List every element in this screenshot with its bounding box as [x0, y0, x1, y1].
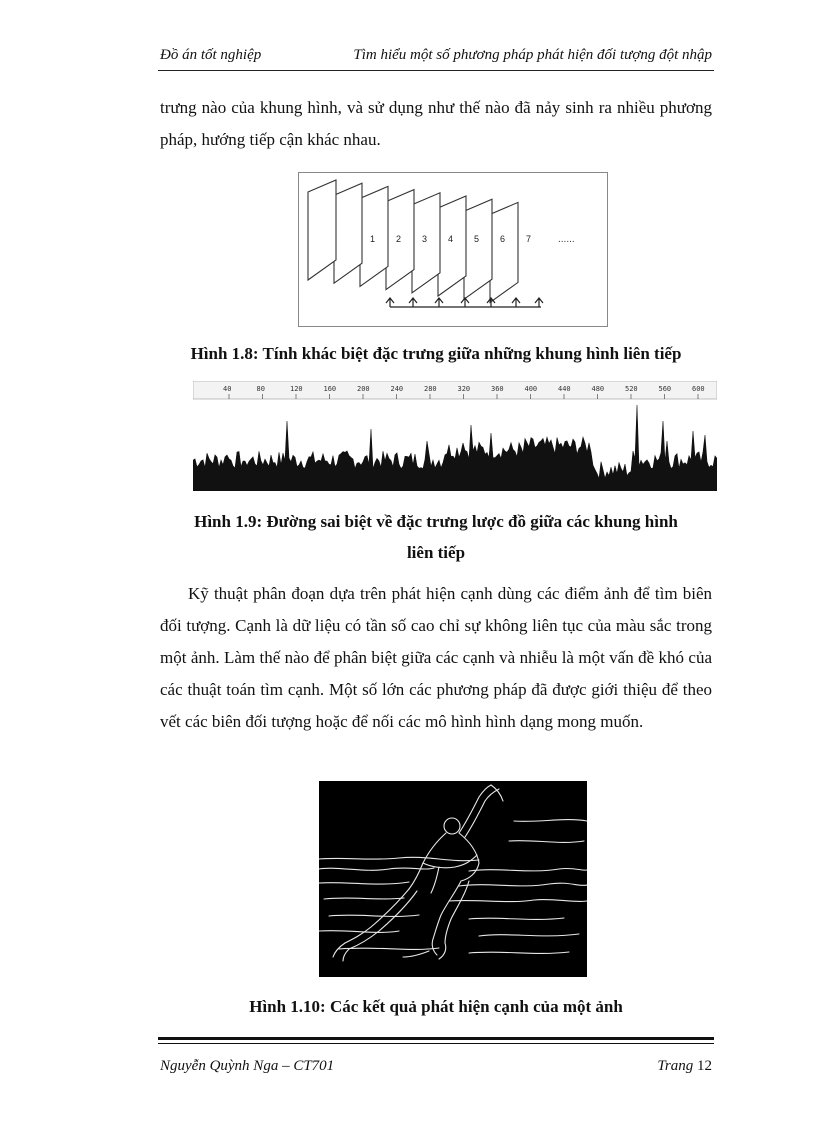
footer-author: Nguyễn Quỳnh Nga – CT701: [160, 1058, 335, 1074]
figure-edge-detection: [319, 781, 587, 977]
page-word: Trang: [657, 1058, 694, 1074]
frame-label: 5: [474, 234, 480, 244]
footer-rule-thin: [158, 1043, 714, 1044]
ruler-tick-label: 560: [658, 385, 672, 393]
ruler-tick-label: 280: [424, 385, 437, 393]
page-number: 12: [697, 1058, 712, 1074]
ruler-tick-label: 40: [223, 385, 232, 393]
frame-label: 4: [448, 234, 454, 244]
header-right: Tìm hiểu một số phương pháp phát hiện đối tượng đột nhập: [353, 47, 712, 63]
paragraph-2: Kỹ thuật phân đoạn dựa trên phát hiện cạnh dùng các điểm ảnh để tìm biên đối tượng. Cạnh là dữ liệu có tần số cao chỉ sự không liên tục của màu sắc trong một ảnh. Làm thế nào để phân biệt giữa các cạnh và nhiễu là một vấn đề khó của các thuật toán tìm cạnh. Một số lớn các phương pháp đã được giới thiệu để theo vết các biên đối tượng hoặc để nối các mô hình hình dạng mong muốn.: [160, 584, 712, 731]
frame-label: 2: [396, 234, 402, 244]
paragraph-1: trưng nào của khung hình, và sử dụng như thế nào đã nảy sinh ra nhiều phương pháp, hướng tiếp cận khác nhau.: [160, 98, 712, 149]
ruler-tick-label: 360: [491, 385, 504, 393]
ruler-tick-label: 80: [256, 385, 265, 393]
figure-frame-sequence: [298, 172, 608, 327]
ruler-tick-label: 240: [390, 385, 404, 393]
ruler-tick-label: 480: [591, 385, 605, 393]
ruler-tick-label: 120: [290, 385, 303, 393]
figure-1-10-caption: Hình 1.10: Các kết quả phát hiện cạnh của một ảnh: [249, 997, 623, 1016]
frame-label: 1: [370, 234, 376, 244]
ruler-tick-label: 520: [625, 385, 638, 393]
ruler-tick-label: 400: [524, 385, 538, 393]
header-rule: [158, 70, 714, 71]
frames-ellipsis: ......: [558, 234, 575, 245]
ruler-tick-label: 200: [357, 385, 370, 393]
edge-image-background: [319, 781, 587, 977]
ruler-tick-label: 440: [558, 385, 571, 393]
ruler-tick-label: 320: [457, 385, 471, 393]
figure-1-9-caption-line-2: liên tiếp: [406, 543, 466, 562]
ruler-bar: [193, 381, 717, 399]
frame-label: 3: [422, 234, 428, 244]
figure-1-8-caption: Hình 1.8: Tính khác biệt đặc trưng giữa những khung hình liên tiếp: [190, 344, 682, 363]
frame-label: 7: [526, 234, 532, 244]
figure-histogram-difference: [193, 381, 717, 491]
ruler-tick-label: 600: [692, 385, 705, 393]
footer-rule-thick: [158, 1037, 714, 1040]
footer-page: [657, 1058, 712, 1075]
figure-1-9-caption-line-1: Hình 1.9: Đường sai biệt về đặc trưng lược đồ giữa các khung hình: [194, 512, 678, 531]
ruler-tick-label: 160: [323, 385, 337, 393]
frame-label: 6: [500, 234, 506, 244]
header-left: Đồ án tốt nghiệp: [160, 47, 262, 63]
